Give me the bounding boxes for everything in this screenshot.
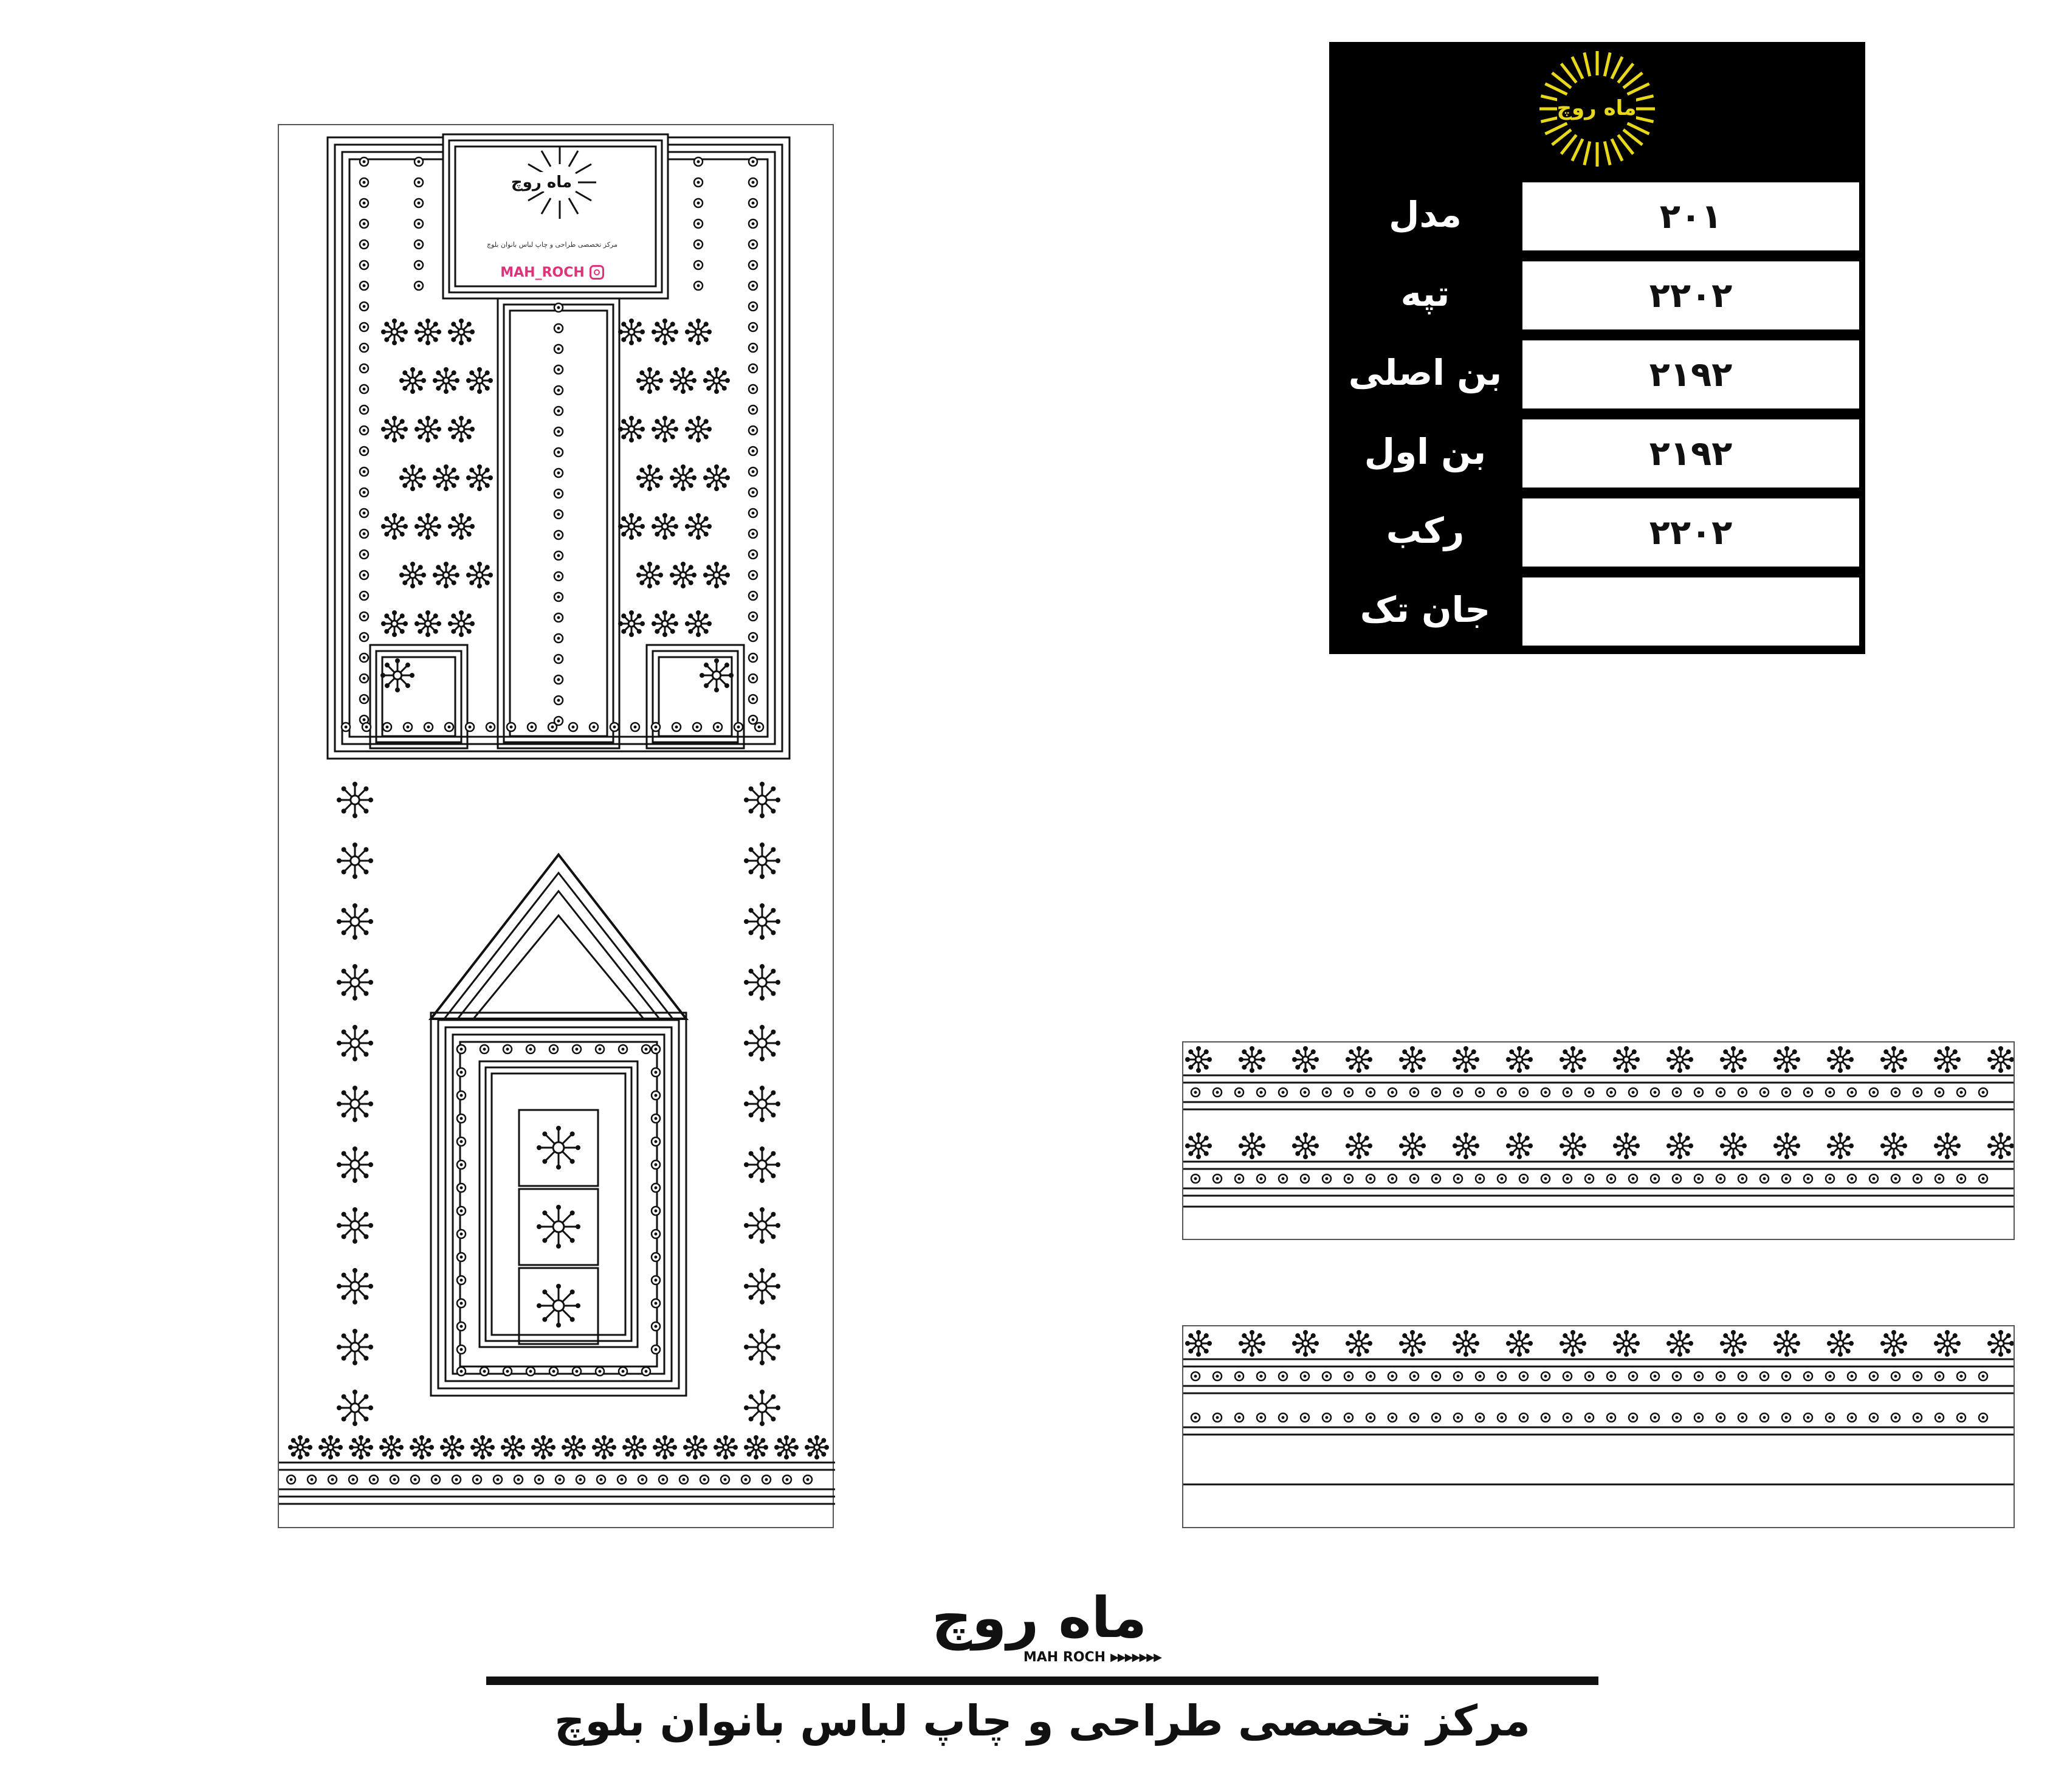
instagram-badge <box>487 263 617 281</box>
snowflake-motif-icon <box>1453 1046 1479 1073</box>
snowflake-motif-icon <box>1453 1330 1479 1357</box>
snowflake-motif-icon <box>1613 1330 1640 1357</box>
snowflake-motif-icon <box>414 319 441 345</box>
spec-row-main-base <box>1335 337 1859 408</box>
snowflake-motif-icon <box>537 1205 580 1249</box>
snowflake-motif-icon <box>1453 1132 1479 1159</box>
snowflake-motif-icon <box>562 1435 586 1459</box>
snowflake-motif-icon <box>288 1435 312 1459</box>
snowflake-motif-icon <box>714 1435 738 1459</box>
snowflake-motif-icon <box>744 1390 780 1426</box>
snowflake-motif-icon <box>1987 1330 2014 1357</box>
snowflake-motif-icon <box>537 1284 580 1328</box>
spec-value: ۲۲۰۲ <box>1522 261 1859 329</box>
snowflake-motif-icon <box>1934 1132 1961 1159</box>
snowflake-motif-icon <box>744 1329 780 1365</box>
snowflake-motif-icon <box>744 1146 780 1183</box>
snowflake-motif-icon <box>466 367 493 394</box>
sun-logo-icon <box>1329 42 1865 179</box>
snowflake-motif-icon <box>636 367 663 394</box>
snowflake-motif-icon <box>399 562 426 588</box>
snowflake-motif-icon <box>433 367 459 394</box>
snowflake-motif-icon <box>337 1207 373 1244</box>
snowflake-motif-icon <box>410 1435 434 1459</box>
snowflake-motif-icon <box>448 610 475 637</box>
snowflake-motif-icon <box>636 464 663 491</box>
spec-value: ۲۰۱ <box>1522 182 1859 250</box>
snowflake-motif-icon <box>744 964 780 1001</box>
snowflake-motif-icon <box>1239 1132 1265 1159</box>
footer-logo-latin: MAH ROCH <box>1023 1650 1106 1665</box>
snowflake-motif-icon <box>1239 1046 1265 1073</box>
snowflake-motif-icon <box>537 1126 580 1170</box>
snowflake-motif-icon <box>744 782 780 818</box>
snowflake-motif-icon <box>1666 1046 1693 1073</box>
footer-logo <box>918 1585 1161 1673</box>
snowflake-motif-icon <box>1399 1330 1426 1357</box>
snowflake-motif-icon <box>1773 1132 1800 1159</box>
header-logo-text: ماه روچ <box>1556 96 1637 120</box>
border-strip-drawing <box>1183 1042 2014 1239</box>
snowflake-motif-icon <box>636 562 663 588</box>
snowflake-motif-icon <box>1185 1330 1212 1357</box>
snowflake-motif-icon <box>744 903 780 940</box>
snowflake-motif-icon <box>1934 1046 1961 1073</box>
snowflake-motif-icon <box>1773 1330 1800 1357</box>
snowflake-motif-icon <box>1827 1330 1854 1357</box>
snowflake-motif-icon <box>337 782 373 818</box>
snowflake-motif-icon <box>349 1435 373 1459</box>
snowflake-motif-icon <box>1827 1046 1854 1073</box>
snowflake-motif-icon <box>1827 1132 1854 1159</box>
snowflake-motif-icon <box>414 610 441 637</box>
snowflake-motif-icon <box>433 464 459 491</box>
snowflake-motif-icon <box>618 610 645 637</box>
instagram-handle: MAH_ROCH <box>500 264 585 280</box>
snowflake-motif-icon <box>1987 1132 2014 1159</box>
snowflake-motif-icon <box>440 1435 464 1459</box>
snowflake-motif-icon <box>618 416 645 443</box>
snowflake-motif-icon <box>1720 1330 1747 1357</box>
snowflake-motif-icon <box>1292 1046 1319 1073</box>
snowflake-motif-icon <box>1720 1132 1747 1159</box>
snowflake-motif-icon <box>670 562 696 588</box>
snowflake-motif-icon <box>703 367 730 394</box>
snowflake-motif-icon <box>685 416 712 443</box>
snowflake-motif-icon <box>700 658 734 692</box>
spec-row-model <box>1335 179 1859 250</box>
spec-row-first-base <box>1335 416 1859 488</box>
snowflake-motif-icon <box>380 658 414 692</box>
footer-divider <box>486 1677 1598 1685</box>
snowflake-motif-icon <box>1880 1046 1907 1073</box>
snowflake-motif-icon <box>337 1329 373 1365</box>
neck-small-text: مرکز تخصصی طراحی و چاپ لباس بانوان بلوچ <box>486 241 618 249</box>
snowflake-motif-icon <box>448 319 475 345</box>
snowflake-motif-icon <box>1506 1046 1533 1073</box>
snowflake-motif-icon <box>1613 1132 1640 1159</box>
spec-label: تپه <box>1400 273 1450 314</box>
snowflake-motif-icon <box>1185 1132 1212 1159</box>
snowflake-motif-icon <box>685 513 712 540</box>
neck-logo-text: ماه روچ <box>511 173 573 191</box>
snowflake-motif-icon <box>1346 1330 1372 1357</box>
sun-logo-icon <box>450 139 654 230</box>
snowflake-motif-icon <box>379 1435 404 1459</box>
spec-table <box>1329 42 1865 654</box>
footer-tagline: مرکز تخصصی طراحی و چاپ لباس بانوان بلوچ <box>554 1696 1530 1746</box>
snowflake-motif-icon <box>337 964 373 1001</box>
spec-row-sleeve <box>1335 495 1859 567</box>
snowflake-motif-icon <box>618 513 645 540</box>
snowflake-motif-icon <box>774 1435 799 1459</box>
snowflake-motif-icon <box>1666 1330 1693 1357</box>
snowflake-motif-icon <box>592 1435 616 1459</box>
snowflake-motif-icon <box>337 1086 373 1122</box>
snowflake-motif-icon <box>653 1435 677 1459</box>
snowflake-motif-icon <box>381 319 408 345</box>
snowflake-motif-icon <box>1506 1132 1533 1159</box>
snowflake-motif-icon <box>448 416 475 443</box>
spec-value <box>1522 577 1859 646</box>
border-strip-lower <box>1182 1325 2015 1528</box>
snowflake-motif-icon <box>744 1086 780 1122</box>
snowflake-motif-icon <box>1560 1046 1586 1073</box>
snowflake-motif-icon <box>337 1025 373 1061</box>
snowflake-motif-icon <box>1880 1330 1907 1357</box>
arrow-row-icon: ▶▶▶▶▶▶▶ <box>1110 1651 1161 1664</box>
footer-logo-text: ماه روچ <box>931 1585 1147 1650</box>
snowflake-motif-icon <box>1346 1132 1372 1159</box>
snowflake-motif-icon <box>381 416 408 443</box>
snowflake-motif-icon <box>652 319 678 345</box>
snowflake-motif-icon <box>337 903 373 940</box>
snowflake-motif-icon <box>1613 1046 1640 1073</box>
snowflake-motif-icon <box>744 843 780 879</box>
snowflake-motif-icon <box>381 610 408 637</box>
spec-row-jantak <box>1335 574 1859 646</box>
spec-value: ۲۲۰۲ <box>1522 498 1859 567</box>
instagram-icon <box>590 265 604 280</box>
snowflake-motif-icon <box>1560 1132 1586 1159</box>
border-strip-drawing <box>1183 1326 2014 1527</box>
snowflake-motif-icon <box>744 1207 780 1244</box>
snowflake-motif-icon <box>501 1435 525 1459</box>
snowflake-motif-icon <box>703 464 730 491</box>
spec-label: بن اصلی <box>1348 352 1502 393</box>
snowflake-motif-icon <box>1666 1132 1693 1159</box>
snowflake-motif-icon <box>622 1435 647 1459</box>
snowflake-motif-icon <box>466 562 493 588</box>
spec-label: جان تک <box>1360 589 1491 630</box>
snowflake-motif-icon <box>466 464 493 491</box>
snowflake-motif-icon <box>744 1025 780 1061</box>
snowflake-motif-icon <box>399 464 426 491</box>
snowflake-motif-icon <box>470 1435 495 1459</box>
snowflake-motif-icon <box>685 610 712 637</box>
snowflake-motif-icon <box>1399 1046 1426 1073</box>
spec-label: مدل <box>1389 194 1462 235</box>
snowflake-motif-icon <box>414 513 441 540</box>
snowflake-motif-icon <box>744 1435 768 1459</box>
snowflake-motif-icon <box>433 562 459 588</box>
snowflake-motif-icon <box>448 513 475 540</box>
spec-row-tapa <box>1335 258 1859 329</box>
snowflake-motif-icon <box>703 562 730 588</box>
snowflake-motif-icon <box>1934 1330 1961 1357</box>
snowflake-motif-icon <box>399 367 426 394</box>
spec-value: ۲۱۹۲ <box>1522 340 1859 408</box>
snowflake-motif-icon <box>1880 1132 1907 1159</box>
snowflake-motif-icon <box>744 1268 780 1304</box>
snowflake-motif-icon <box>318 1435 343 1459</box>
spec-value: ۲۱۹۲ <box>1522 419 1859 488</box>
snowflake-motif-icon <box>618 319 645 345</box>
snowflake-motif-icon <box>337 1268 373 1304</box>
snowflake-motif-icon <box>1399 1132 1426 1159</box>
dress-pattern-panel <box>278 124 834 1528</box>
snowflake-motif-icon <box>1506 1330 1533 1357</box>
snowflake-motif-icon <box>670 367 696 394</box>
snowflake-motif-icon <box>1292 1330 1319 1357</box>
snowflake-motif-icon <box>1987 1046 2014 1073</box>
snowflake-motif-icon <box>805 1435 829 1459</box>
snowflake-motif-icon <box>683 1435 707 1459</box>
snowflake-motif-icon <box>1346 1046 1372 1073</box>
snowflake-motif-icon <box>652 513 678 540</box>
snowflake-motif-icon <box>670 464 696 491</box>
snowflake-motif-icon <box>381 513 408 540</box>
snowflake-motif-icon <box>1560 1330 1586 1357</box>
snowflake-motif-icon <box>1292 1132 1319 1159</box>
snowflake-motif-icon <box>1720 1046 1747 1073</box>
snowflake-motif-icon <box>337 1146 373 1183</box>
snowflake-motif-icon <box>1239 1330 1265 1357</box>
spec-label: رکب <box>1386 510 1465 551</box>
snowflake-motif-icon <box>652 610 678 637</box>
snowflake-motif-icon <box>652 416 678 443</box>
snowflake-motif-icon <box>531 1435 555 1459</box>
snowflake-motif-icon <box>1185 1046 1212 1073</box>
dress-pattern-drawing <box>279 125 835 1529</box>
spec-table-header <box>1329 42 1865 179</box>
snowflake-motif-icon <box>337 843 373 879</box>
snowflake-motif-icon <box>1773 1046 1800 1073</box>
border-strip-upper <box>1182 1041 2015 1240</box>
snowflake-motif-icon <box>337 1390 373 1426</box>
snowflake-motif-icon <box>685 319 712 345</box>
neck-brand-card <box>450 139 654 284</box>
snowflake-motif-icon <box>414 416 441 443</box>
spec-label: بن اول <box>1364 431 1487 472</box>
